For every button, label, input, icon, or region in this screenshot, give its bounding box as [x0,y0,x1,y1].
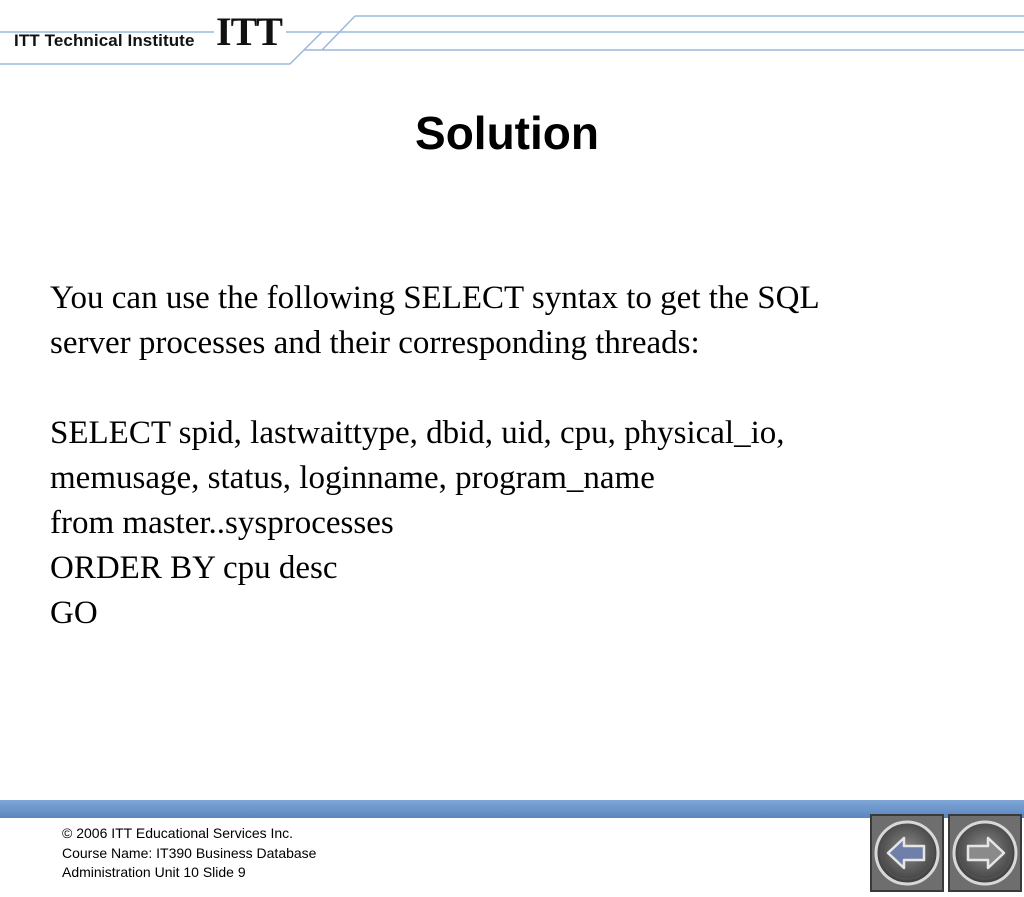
next-slide-button[interactable] [948,814,1022,892]
brand-name: ITT Technical Institute [14,31,195,50]
left-arrow-icon [872,816,942,890]
footer-info [62,824,316,883]
copyright-line: © 2006 ITT Educational Services Inc. [62,825,294,841]
intro-line: You can use the following SELECT syntax to get the SQL [50,280,820,316]
intro-line: server processes and their corresponding threads: [50,325,700,361]
code-line: from master..sysprocesses [50,505,394,541]
code-line: SELECT spid, lastwaittype, dbid, uid, cpu, physical_io, [50,415,785,451]
paragraph-gap [50,366,970,411]
unit-slide-line: Administration Unit 10 Slide 9 [62,864,246,880]
right-arrow-icon [950,816,1020,890]
slide-title: Solution [415,107,599,159]
code-line: GO [50,595,98,631]
slide-body [50,276,970,636]
code-line: memusage, status, loginname, program_name [50,460,655,496]
course-name-line: Course Name: IT390 Business Database [62,844,317,861]
previous-slide-button[interactable] [870,814,944,892]
itt-logo: ITT [216,9,282,54]
code-line: ORDER BY cpu desc [50,550,338,586]
